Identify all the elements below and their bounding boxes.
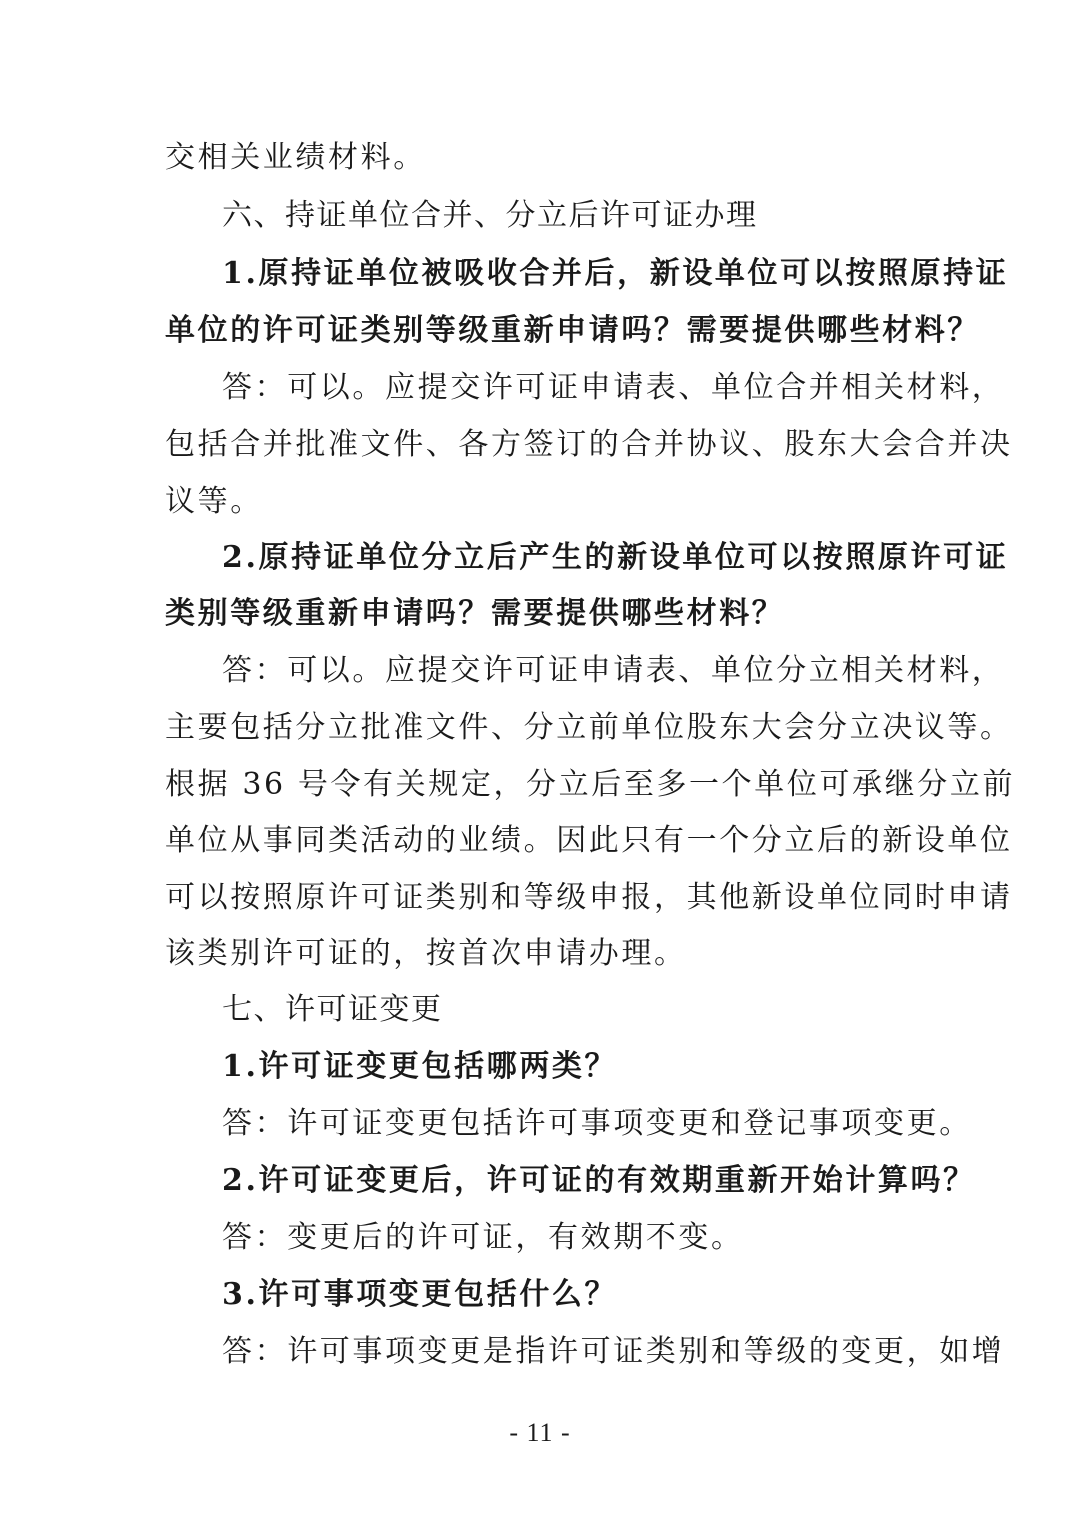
page-number: - 11 - — [509, 1418, 571, 1447]
answer-line: 根据 36 号令有关规定，分立后至多一个单位可承继分立前 — [165, 767, 1016, 802]
question-line: 1.许可证变更包括哪两类？ — [222, 1049, 618, 1084]
answer-line: 答：变更后的许可证，有效期不变。 — [222, 1220, 744, 1255]
answer-line: 答：许可证变更包括许可事项变更和登记事项变更。 — [222, 1106, 972, 1141]
question-line: 2.原持证单位分立后产生的新设单位可以按照原许可证 — [222, 540, 1009, 575]
question-line: 类别等级重新申请吗？需要提供哪些材料？ — [165, 596, 785, 631]
question-line: 3.许可事项变更包括什么？ — [222, 1277, 618, 1312]
paragraph-line: 交相关业绩材料。 — [165, 140, 426, 175]
answer-line: 议等。 — [165, 484, 263, 519]
question-line: 单位的许可证类别等级重新申请吗？需要提供哪些材料？ — [165, 313, 980, 348]
answer-line: 主要包括分立批准文件、分立前单位股东大会分立决议等。 — [165, 710, 1013, 745]
answer-line: 答：可以。应提交许可证申请表、单位分立相关材料， — [222, 653, 1005, 688]
section-heading-seven: 七、许可证变更 — [222, 992, 443, 1027]
section-heading-six: 六、持证单位合并、分立后许可证办理 — [222, 198, 758, 233]
answer-line: 该类别许可证的，按首次申请办理。 — [165, 936, 687, 971]
question-line: 1.原持证单位被吸收合并后，新设单位可以按照原持证 — [222, 256, 1009, 291]
answer-line: 答：可以。应提交许可证申请表、单位合并相关材料， — [222, 370, 1005, 405]
question-line: 2.许可证变更后，许可证的有效期重新开始计算吗？ — [222, 1163, 976, 1198]
answer-line: 答：许可事项变更是指许可证类别和等级的变更，如增 — [222, 1334, 1005, 1369]
answer-line: 单位从事同类活动的业绩。因此只有一个分立后的新设单位 — [165, 823, 1013, 858]
answer-line: 包括合并批准文件、各方签订的合并协议、股东大会合并决 — [165, 427, 1013, 462]
answer-line: 可以按照原许可证类别和等级申报，其他新设单位同时申请 — [165, 880, 1013, 915]
